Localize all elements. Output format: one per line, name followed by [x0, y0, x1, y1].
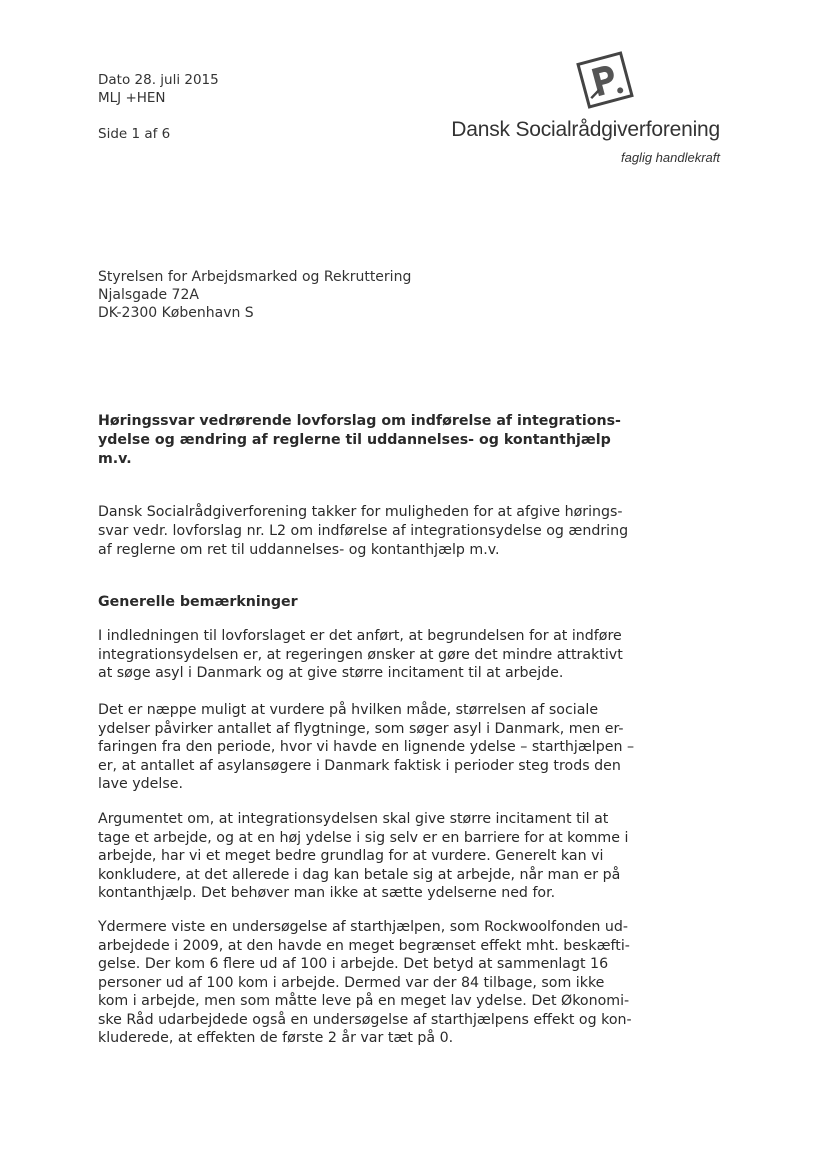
- paragraph-line: faringen fra den periode, hvor vi havde en lignende ydelse – starthjælpen –: [98, 739, 635, 755]
- organization-name: Dansk Socialrådgiverforening: [451, 118, 720, 141]
- intro-line: af reglerne om ret til uddannelses- og kontanthjælp m.v.: [98, 542, 500, 558]
- body-paragraph: [98, 918, 643, 1048]
- paragraph-line: I indledningen til lovforslaget er det anført, at begrundelsen for at indføre: [98, 628, 622, 644]
- paragraph-line: kluderede, at effekten de første 2 år var tæt på 0.: [98, 1030, 454, 1046]
- initials: MLJ +HEN: [98, 90, 166, 106]
- headline-line: Høringssvar vedrørende lovforslag om indførelse af integrations-: [98, 413, 621, 429]
- organization-tagline: faglig handlekraft: [620, 150, 720, 165]
- letter-headline: [98, 412, 638, 469]
- paragraph-line: ske Råd udarbejdede også en undersøgelse af starthjælpens effekt og kon-: [98, 1011, 632, 1028]
- paragraph-line: arbejde, har vi et meget bedre grundlag for at vurdere. Generelt kan vi: [98, 848, 604, 864]
- organization-logo: [440, 46, 730, 176]
- paragraph-line: arbejdede i 2009, at den havde en meget begrænset effekt mht. beskæfti-: [98, 937, 630, 954]
- date-line: Dato 28. juli 2015: [98, 72, 219, 88]
- letter-meta: [98, 71, 219, 143]
- recipient-address: [98, 268, 411, 322]
- paragraph-line: lave ydelse.: [98, 776, 183, 792]
- paragraph-line: kom i arbejde, men som måtte leve på en meget lav ydelse. Det Økonomi-: [98, 993, 630, 1009]
- paragraph-line: er, at antallet af asylansøgere i Danmark faktisk i perioder steg trods den: [98, 757, 621, 774]
- paragraph-line: gelse. Der kom 6 flere ud af 100 i arbejde. Det betyd at sammenlagt 16: [98, 956, 609, 972]
- headline-line: m.v.: [98, 451, 132, 467]
- paragraph-line: Det er næppe muligt at vurdere på hvilken måde, størrelsen af sociale: [98, 702, 599, 718]
- recipient-city: DK-2300 København S: [98, 305, 254, 321]
- paragraph-line: Ydermere viste en undersøgelse af starthjælpen, som Rockwoolfonden ud-: [98, 919, 629, 935]
- recipient-name: Styrelsen for Arbejdsmarked og Rekruttering: [98, 269, 412, 285]
- intro-line: svar vedr. lovforslag nr. L2 om indførelse af integrationsydelse og ændring: [98, 523, 629, 539]
- paragraph-line: personer ud af 100 kom i arbejde. Dermed var der 84 tilbage, som ikke: [98, 974, 605, 991]
- intro-line: Dansk Socialrådgiverforening takker for muligheden for at afgive hørings-: [98, 504, 623, 520]
- paragraph-line: integrationsydelsen er, at regeringen ønsker at gøre det mindre attraktivt: [98, 646, 623, 663]
- paragraph-line: tage et arbejde, og at en høj ydelse i sig selv er en barriere for at komme i: [98, 829, 629, 846]
- dansk-socialraadgiverforening-logo-icon: [573, 48, 637, 112]
- paragraph-line: at søge asyl i Danmark og at give større incitament til at arbejde.: [98, 665, 564, 681]
- recipient-street: Njalsgade 72A: [98, 287, 199, 303]
- body-paragraph: [98, 627, 643, 683]
- page-indicator: Side 1 af 6: [98, 126, 171, 142]
- paragraph-line: ydelser påvirker antallet af flygtninge, som søger asyl i Danmark, men er-: [98, 720, 624, 737]
- body-paragraph: [98, 810, 643, 903]
- intro-paragraph: [98, 503, 638, 560]
- section-heading: Generelle bemærkninger: [98, 594, 298, 610]
- paragraph-line: Argumentet om, at integrationsydelsen skal give større incitament til at: [98, 811, 609, 827]
- paragraph-line: kontanthjælp. Det behøver man ikke at sætte ydelserne ned for.: [98, 885, 556, 901]
- body-paragraph: [98, 701, 643, 794]
- paragraph-line: konkludere, at det allerede i dag kan betale sig at arbejde, når man er på: [98, 866, 621, 883]
- headline-line: ydelse og ændring af reglerne til uddannelses- og kontanthjælp: [98, 432, 611, 448]
